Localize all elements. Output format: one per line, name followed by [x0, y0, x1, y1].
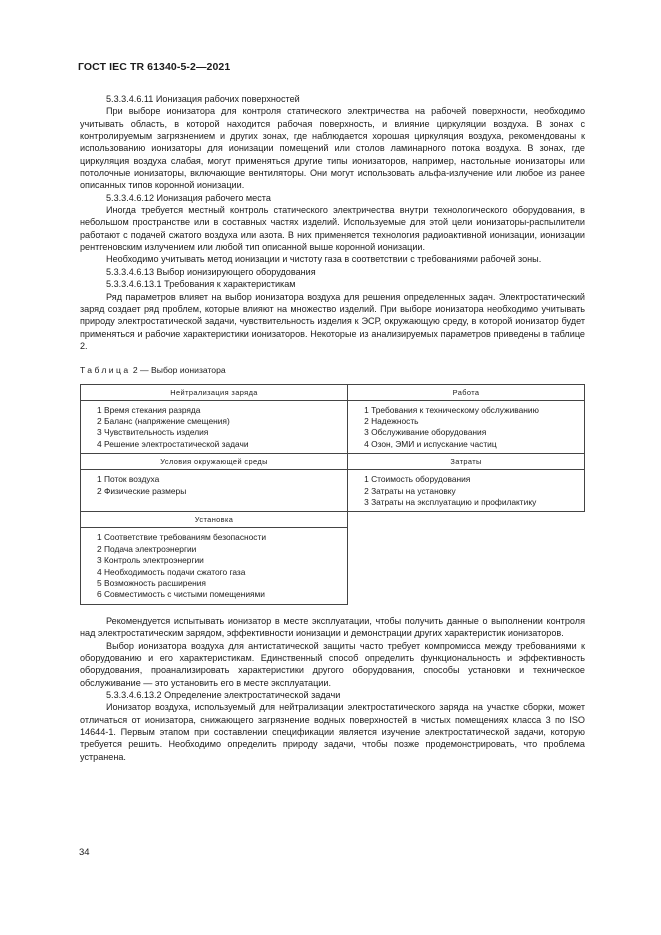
list-item: 2 Затраты на установку — [364, 485, 456, 496]
paragraph: Ионизатор воздуха, используемый для нейтрализации электростатического заряда на участке сборки, может отличаться от ионизатора, снижающего загрязнение водных поверхностей в чистых помещениях класса 3 по ISO 14644-1. Первым этапом при составлении спецификации является изучение электростатической задачи, которую требуется решить. Необходимо определить природу задачи, чтобы позже продемонстрировать, что проблема устранена. — [80, 702, 585, 762]
list-item: 3 Обслуживание оборудования — [364, 427, 487, 438]
header-environment: Условия окружающей среды — [81, 454, 348, 470]
empty-cell — [348, 512, 585, 528]
cell-costs — [348, 470, 585, 512]
header-installation: Установка — [81, 512, 348, 528]
section-heading: 5.3.3.4.6.12 Ионизация рабочего места — [106, 192, 271, 203]
cell-work — [348, 400, 585, 454]
header-work: Работа — [348, 384, 585, 400]
list-item: 4 Необходимость подачи сжатого газа — [97, 566, 246, 577]
list-item: 1 Требования к техническому обслуживанию — [364, 404, 539, 415]
ionizer-selection-table — [80, 384, 585, 605]
empty-cell — [348, 528, 585, 604]
table-caption — [80, 364, 585, 376]
table-caption-title: 2 — Выбор ионизатора — [130, 365, 226, 376]
list-item: 1 Поток воздуха — [97, 474, 160, 485]
table-caption-label: Таблица — [80, 365, 131, 376]
paragraph: Необходимо учитывать метод ионизации и чистоту газа в соответствии с требованиями рабочей зоны. — [106, 254, 542, 265]
list-item: 5 Возможность расширения — [97, 578, 206, 589]
cell-neutralization — [81, 400, 348, 454]
list-item: 6 Совместимость с чистыми помещениями — [97, 589, 265, 600]
paragraph: Ряд параметров влияет на выбор ионизатора воздуха для решения определенных задач. Электростатический заряд создает ряд проблем, которые влияют на множество изделий. При выборе ионизатора необходимо учитывать природу электростатической задачи, чувствительность изделия к ЭСР, окружающую среду, в которой ионизатор будет применяться и рабочие характеристики ионизаторов. Некоторые из анализируемых параметров приведены в таблице 2. — [80, 291, 585, 351]
list-item: 4 Озон, ЭМИ и испускание частиц — [364, 438, 497, 449]
list-item: 3 Контроль электроэнергии — [97, 555, 204, 566]
list-item: 3 Чувствительность изделия — [97, 427, 209, 438]
list-item: 2 Физические размеры — [97, 485, 187, 496]
cell-installation — [81, 528, 348, 604]
paragraph: При выборе ионизатора для контроля статического электричества на рабочей поверхности, необходимо учитывать область, в которой находится рабочая поверхность, и влияние циркуляции воздуха. В зонах с контролируемым загрязнением и других зонах, где наблюдается хорошая циркуляция воздуха, рекомендованы к использованию ионизаторы для ионизации помещений или столов ламинарного потока воздуха. В зонах, где циркуляция воздуха слабая, могут применяться другие типы ионизаторов, например, настольные ионизаторы или потолочные ионизаторы, включающие вентиляторы. Они могут использовать альфа-излучение или любое из ранее описанных типов коронной ионизации. — [80, 106, 585, 191]
page-content — [80, 93, 585, 763]
list-item: 1 Соответствие требованиям безопасности — [97, 532, 267, 543]
list-item: 1 Стоимость оборудования — [364, 474, 471, 485]
list-item: 4 Решение электростатической задачи — [97, 438, 249, 449]
header-costs: Затраты — [348, 454, 585, 470]
paragraph: Выбор ионизатора воздуха для антистатической защиты часто требует компромисса между требованиями к оборудованию и его характеристикам. Единственный способ определить функциональность и эффективность оборудования, проанализировать характеристики другого оборудования, способы установки и техническое обслуживание — это установить его в месте эксплуатации. — [80, 640, 585, 688]
list-item: 1 Время стекания разряда — [97, 404, 201, 415]
paragraph: Рекомендуется испытывать ионизатор в месте эксплуатации, чтобы получить данные о выполнении контроля над электростатическим зарядом, эффективности ионизации и демонстрации других характеристик ионизаторов. — [80, 615, 585, 639]
paragraph: Иногда требуется местный контроль статического электричества внутри технологического оборудования, в небольшом пространстве или в составных частях изделий. Используемые для этой цели ионизаторы-распылители работают с подачей сжатого воздуха или азота. В них применяется технология радиоактивной ионизации, ионизации рентгеновским излучением или любой тип описанной выше коронной ионизации. — [80, 205, 585, 253]
page-number: 34 — [79, 847, 90, 858]
list-item: 3 Затраты на эксплуатацию и профилактику — [364, 497, 537, 507]
header-neutralization: Нейтрализация заряда — [81, 384, 348, 400]
list-item: 2 Надежность — [364, 415, 419, 426]
section-heading: 5.3.3.4.6.13.1 Требования к характеристикам — [106, 279, 296, 290]
section-heading: 5.3.3.4.6.13 Выбор ионизирующего оборудования — [106, 266, 316, 277]
list-item: 2 Подача электроэнергии — [97, 543, 197, 554]
document-header: ГОСТ IEC TR 61340-5-2—2021 — [78, 61, 231, 73]
section-heading: 5.3.3.4.6.11 Ионизация рабочих поверхностей — [106, 94, 300, 104]
list-item: 2 Баланс (напряжение смещения) — [97, 415, 230, 426]
section-heading: 5.3.3.4.6.13.2 Определение электростатической задачи — [106, 689, 341, 700]
cell-environment — [81, 470, 348, 512]
